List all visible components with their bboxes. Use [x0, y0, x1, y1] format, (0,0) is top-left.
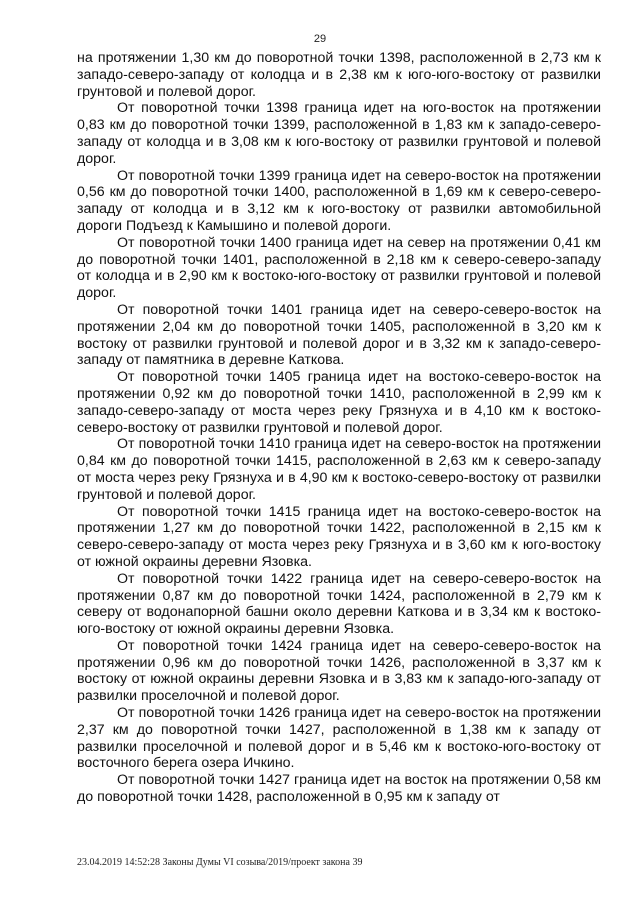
paragraph: От поворотной точки 1400 граница идет на север на протяжении 0,41 км до поворотной точки 1401, расположенной в 2,18 км к северо-северо-западу от колодца и в 2,90 км к востоко-юго-востоку от развилки грунтовой и полевой дорог.: [77, 234, 601, 302]
paragraph: От поворотной точки 1424 граница идет на северо-северо-восток на протяжении 0,96 км до поворотной точки 1426, расположенной в 3,37 км к востоку от южной окраины деревни Язовка и в 3,83 км к западо-юго-западу от развилки проселочной и полевой дорог.: [77, 637, 601, 705]
paragraph: От поворотной точки 1427 граница идет на восток на протяжении 0,58 км до поворотной точки 1428, расположенной в 0,95 км к западу от: [77, 772, 601, 806]
page-number: 29: [313, 33, 327, 45]
paragraph: От поворотной точки 1401 граница идет на северо-северо-восток на протяжении 2,04 км до поворотной точки 1405, расположенной в 3,20 км к востоку от развилки грунтовой и полевой дорог и в 3,32 км к западо-северо-западу от памятника в деревне Каткова.: [77, 301, 601, 369]
paragraph: От поворотной точки 1405 граница идет на востоко-северо-восток на протяжении 0,92 км до поворотной точки 1410, расположенной в 2,99 км к западо-северо-западу от моста через реку Грязнуха и в 4,10 км к востоко-северо-востоку от развилки грунтовой и полевой дорог.: [77, 369, 601, 436]
paragraph: От поворотной точки 1398 граница идет на юго-восток на протяжении 0,83 км до поворотной точки 1399, расположенной в 1,83 км к западо-северо-западу от колодца и в 3,08 км к юго-востоку от развилки грунтовой и полевой дорог.: [77, 100, 601, 167]
paragraph: От поворотной точки 1410 граница идет на северо-восток на протяжении 0,84 км до поворотной точки 1415, расположенной в 2,63 км к северо-западу от моста через реку Грязнуха и в 4,90 км к востоко-северо-востоку от развилки грунтовой и полевой дорог.: [77, 436, 601, 503]
paragraph: От поворотной точки 1415 граница идет на востоко-северо-восток на протяжении 1,27 км до поворотной точки 1422, расположенной в 2,15 км к северо-северо-западу от моста через реку Грязнуха и в 3,60 км к юго-востоку от южной окраины деревни Язовка.: [77, 503, 601, 570]
paragraph: на протяжении 1,30 км до поворотной точки 1398, расположенной в 2,73 км к западо-северо-западу от колодца и в 2,38 км к юго-юго-востоку от развилки грунтовой и полевой дорог.: [77, 50, 601, 100]
paragraph: От поворотной точки 1399 граница идет на северо-восток на протяжении 0,56 км до поворотной точки 1400, расположенной в 1,69 км к северо-северо-западу от колодца и в 3,12 км к юго-востоку от развилки автомобильной дороги Подъезд к Камышино и полевой дороги.: [77, 167, 601, 234]
footer-document-path: 23.04.2019 14:52:28 Законы Думы VI созыва/2019/проект закона 39: [77, 857, 363, 868]
body-text: [77, 50, 601, 806]
paragraph: От поворотной точки 1426 граница идет на северо-восток на протяжении 2,37 км до поворотной точки 1427, расположенной в 1,38 км к западу от развилки проселочной и полевой дорог и в 5,46 км к востоко-юго-востоку от восточного берега озера Ичкино.: [77, 705, 601, 772]
paragraph: От поворотной точки 1422 граница идет на северо-северо-восток на протяжении 0,87 км до поворотной точки 1424, расположенной в 2,79 км к северу от водонапорной башни около деревни Каткова и в 3,34 км к востоко-юго-востоку от южной окраины деревни Язовка.: [77, 570, 601, 638]
